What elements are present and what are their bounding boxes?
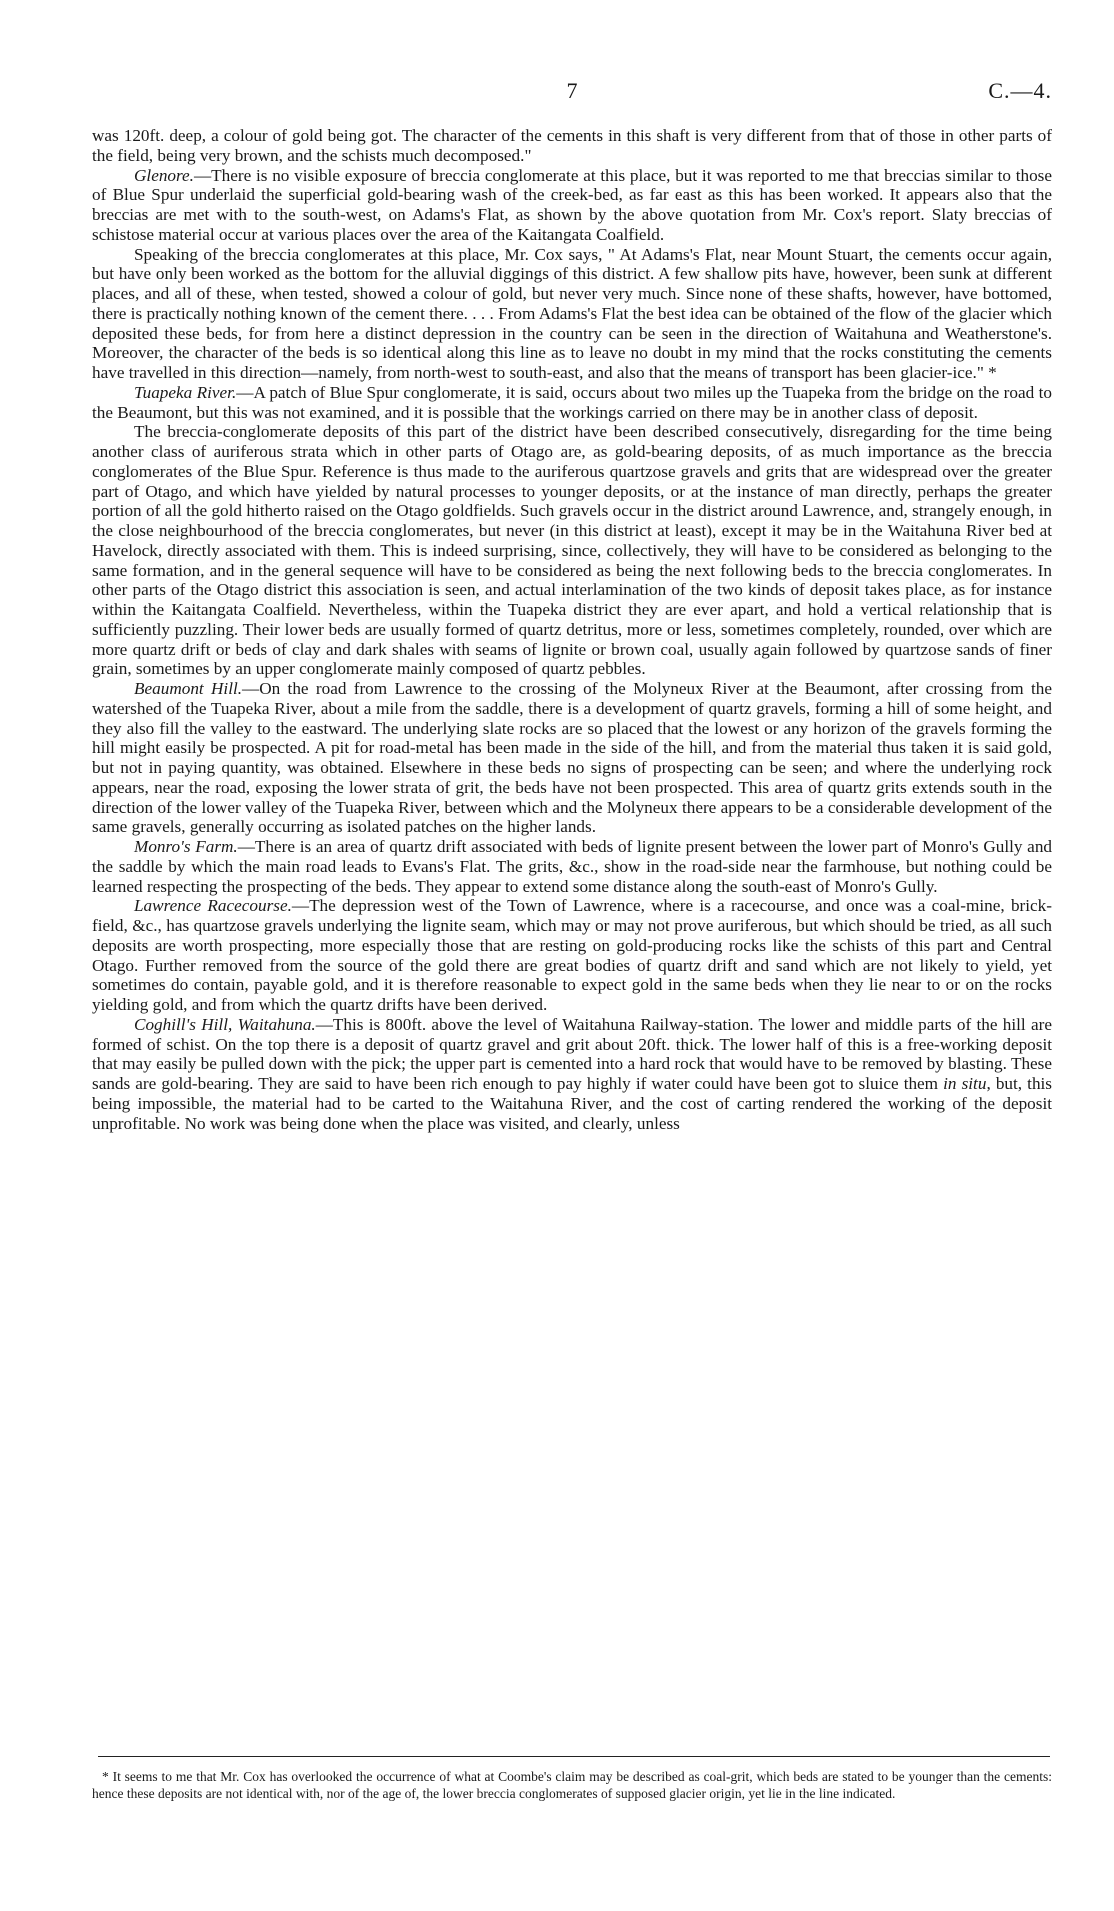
document-reference: C.—4. (988, 78, 1052, 103)
page-header (92, 78, 1052, 108)
paragraph-coghills-hill: Coghill's Hill, Waitahuna.—This is 800ft. above the level of Waitahuna Railway-station. The lower and middle parts of the hill are formed of schist. On the top there is a deposit of quartz gravel and grit about 20ft. thick. The lower half of this is a free-working deposit that may easily be pulled down with the pick; the upper part is cemented into a hard rock that would have to be removed by blasting. These sands are gold-bearing. They are said to have been rich enough to pay highly if water could have been got to sluice them in situ, but, this being impossible, the material had to be carted to the Waitahuna River, and the cost of carting rendered the working of the deposit unprofitable. No work was being done when the place was visited, and clearly, unless (92, 1014, 1052, 1133)
italic-phrase: in situ (943, 1074, 987, 1093)
section-heading: Coghill's Hill, Waitahuna. (134, 1014, 316, 1034)
paragraph-glenore: Glenore.—There is no visible exposure of breccia conglomerate at this place, but it was reported to me that breccias similar to those of Blue Spur underlaid the superficial gold-bearing wash of the creek-bed, as far east as this has been worked. It appears also that the breccias are met with to the south-west, on Adams's Flat, as shown by the above quotation from Mr. Cox's report. Slaty breccias of schistose material occur at various places over the area of the Kaitangata Coalfield. (92, 165, 1052, 244)
paragraph-monros-farm: Monro's Farm.—There is an area of quartz drift associated with beds of lignite present between the lower part of Monro's Gully and the saddle by which the main road leads to Evans's Flat. The grits, &c., show in the road-side near the farmhouse, but nothing could be learned respecting the prospecting of the beds. They appear to extend some distance along the south-east of Monro's Gully. (92, 837, 1053, 896)
paragraph-adams-flat: Speaking of the breccia conglomerates at this place, Mr. Cox says, " At Adams's Flat, near Mount Stuart, the cements occur again, but have only been worked as the bottom for the alluvial diggings of this district. A few shallow pits have, however, been sunk at different places, and all of these, when tested, showed a colour of gold, but never very much. Since none of these shafts, however, have bottomed, there is practically nothing known of the cement there. . . . From Adams's Flat the best idea can be obtained of the flow of the glacier which deposited these beds, for from here a distinct depression in the country can be seen in the direction of Waitahuna and Weatherstone's. Moreover, the character of the beds is so identical along this line as to leave no doubt in my mind that the rocks constituting the cements have travelled in this direction—namely, from north-west to south-east, and also that the means of transport has been glacier-ice." * (92, 244, 1052, 382)
paragraph-continuation: was 120ft. deep, a colour of gold being got. The character of the cements in this shaft is very different from that of those in other parts of the field, being very brown, and the schists much decomposed." (92, 126, 1052, 165)
section-heading: Tuapeka River. (134, 382, 237, 402)
page-number: 7 (566, 78, 578, 103)
section-heading: Glenore. (134, 165, 194, 185)
paragraph-breccia-deposits: The breccia-conglomerate deposits of this part of the district have been described consecutively, disregarding for the time being another class of auriferous strata which in other parts of Otago are, as gold-bearing deposits, of as much importance as the breccia conglomerates of the Blue Spur. Reference is thus made to the auriferous quartzose gravels and grits that are widespread over the greater part of Otago, and which have yielded by natural processes to younger deposits, or at the instance of man directly, perhaps the greater portion of all the gold hitherto raised on the Otago goldfields. Such gravels occur in the district around Lawrence, and, strangely enough, in the close neighbourhood of the breccia conglomerates, but never (in this district at least), except it may be in the Waitahuna River bed at Havelock, directly associated with them. This is indeed surprising, since, collectively, they will have to be considered as belonging to the same formation, and in the general sequence will have to be considered as being the next following beds to the breccia conglomerates. In other parts of the Otago district this association is seen, and actual interlamination of the two kinds of deposit takes place, as for instance within the Kaitangata Coalfield. Nevertheless, within the Tuapeka district they are ever apart, and hold a vertical relationship that is sufficiently puzzling. Their lower beds are usually formed of quartz detritus, more or less, sometimes completely, rounded, over which are more quartz drift or beds of clay and dark shales with seams of lignite or brown coal, usually again followed by quartzose sands of finer grain, sometimes by an upper conglomerate mainly composed of quartz pebbles. (92, 422, 1052, 679)
section-heading: Beaumont Hill. (134, 679, 243, 698)
paragraph-lawrence-racecourse: Lawrence Racecourse.—The depression west of the Town of Lawrence, where is a racecourse, and once was a coal-mine, brick-field, &c., has quartzose gravels underlying the lignite seam, which may or may not prove auriferous, but which should be tried, as all such deposits are worth prospecting, more especially those that are resting on gold-producing rocks like the schists of this part and Central Otago. Further removed from the source of the gold there are great bodies of quartz drift and sand which are not likely to yield, yet sometimes do contain, payable gold, and it is therefore reasonable to expect gold in the same beds when they lie near to or on the rocks yielding gold, and from which the quartz drifts have been derived. (92, 896, 1052, 1014)
footnote (92, 1768, 1052, 1802)
paragraph-tuapeka-river: Tuapeka River.—A patch of Blue Spur conglomerate, it is said, occurs about two miles up the Tuapeka from the bridge on the road to the Beaumont, but this was not examined, and it is possible that the workings carried on there may be in another class of deposit. (92, 382, 1052, 422)
body-text (92, 126, 1052, 1133)
footnote-divider (98, 1756, 1050, 1757)
footnote-text: * It seems to me that Mr. Cox has overlooked the occurrence of what at Coombe's claim may be described as coal-grit, which beds are stated to be younger than the cements: hence these deposits are not identical with, nor of the age of, the lower breccia conglomerates of supposed glacier origin, yet lie in the line indicated. (92, 1769, 1052, 1801)
paragraph-beaumont-hill: Beaumont Hill.—On the road from Lawrence to the crossing of the Molyneux River at the Beaumont, after crossing from the watershed of the Tuapeka River, about a mile from the saddle, there is a development of quartz gravels, forming a hill of some height, and they also fill the valley to the eastward. The underlying slate rocks are so placed that the lowest or any horizon of the gravels forming the hill might easily be prospected. A pit for road-metal has been made in the side of the hill, and from the material thus taken it is said gold, but not in paying quantity, was obtained. Elsewhere in these beds no signs of prospecting can be seen; and where the underlying rock appears, near the road, exposing the lower strata of grit, the beds have not been prospected. This area of quartz grits extends south in the direction of the lower valley of the Tuapeka River, between which and the Molyneux there appears to be a considerable development of the same gravels, generally occurring as isolated patches on the higher lands. (92, 679, 1052, 837)
section-heading: Lawrence Racecourse. (134, 896, 292, 916)
section-heading: Monro's Farm. (134, 837, 238, 856)
